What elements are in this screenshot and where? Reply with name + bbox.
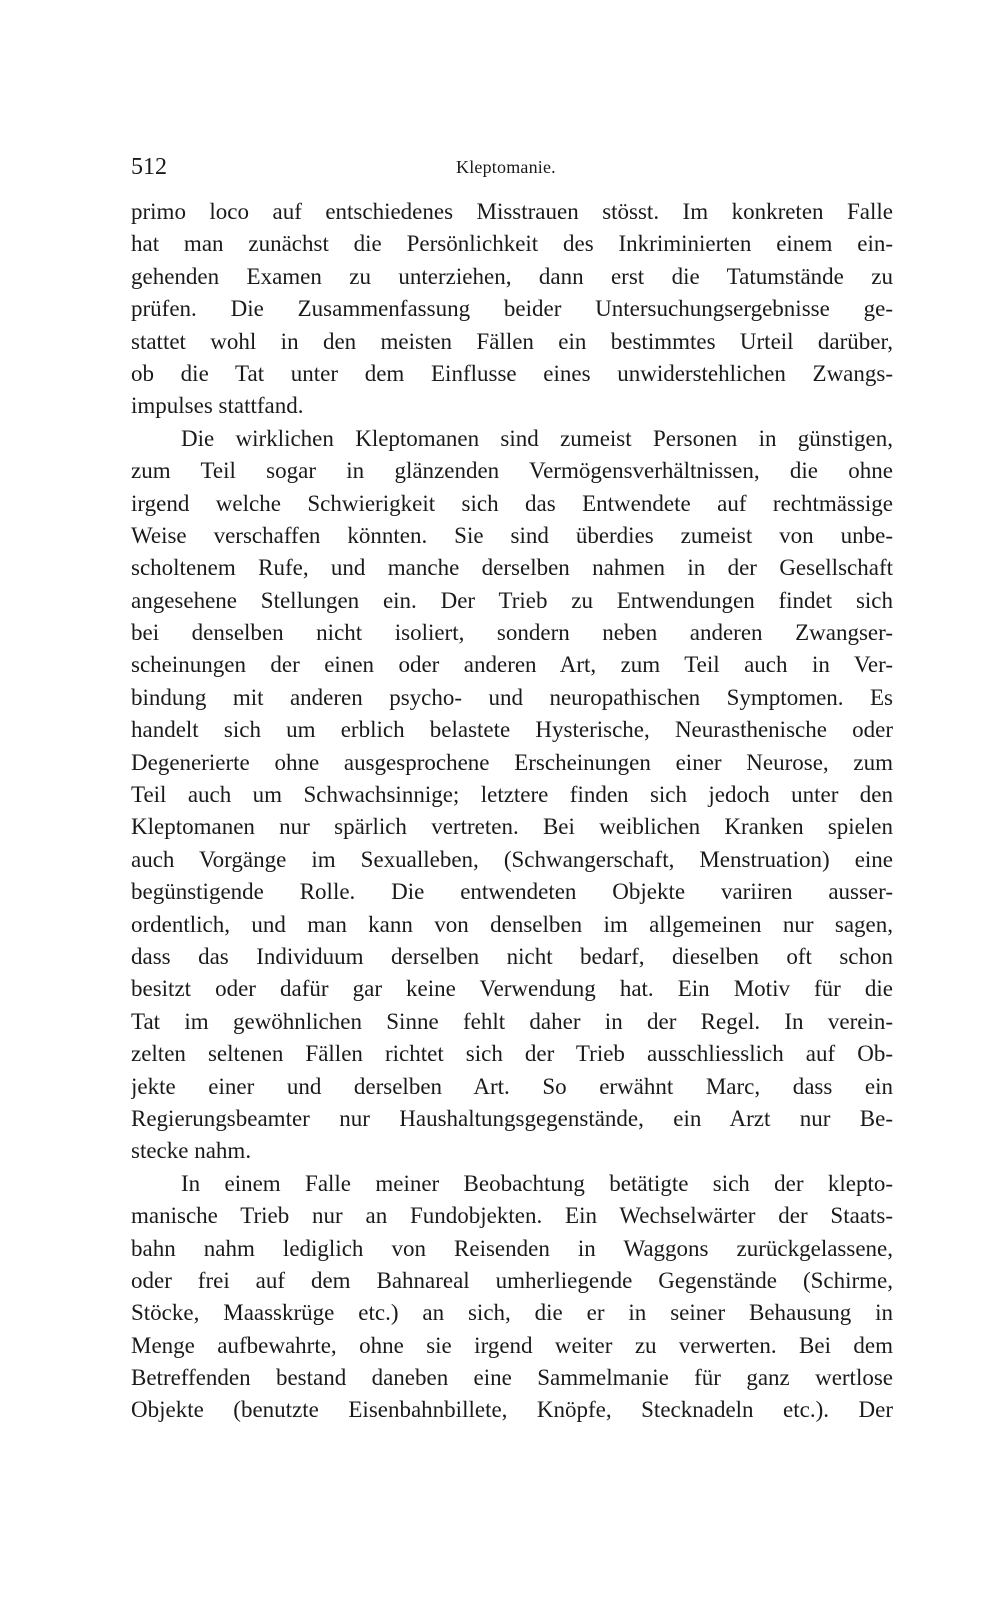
- text-line: Betreffenden bestand daneben eine Sammelmanie für ganz wertlose: [131, 1365, 893, 1391]
- text-line: gehenden Examen zu unterziehen, dann erst die Tatumstände zu: [131, 263, 893, 289]
- running-header: [131, 150, 893, 184]
- text-line: Regierungsbeamter nur Haushaltungsgegenstände, ein Arzt nur Be-: [131, 1105, 893, 1131]
- text-line: impulses stattfand.: [131, 393, 304, 419]
- text-line: ordentlich, und man kann von denselben im allgemeinen nur sagen,: [131, 911, 893, 937]
- text-line: Degenerierte ohne ausgesprochene Erscheinungen einer Neurose, zum: [131, 749, 893, 775]
- text-line: primo loco auf entschiedenes Misstrauen stösst. Im konkreten Falle: [131, 199, 893, 224]
- text-line: besitzt oder dafür gar keine Verwendung hat. Ein Motiv für die: [131, 976, 893, 1002]
- text-line: bahn nahm lediglich von Reisenden in Waggons zurückgelassene,: [131, 1235, 893, 1261]
- text-line: In einem Falle meiner Beobachtung betätigte sich der klepto-: [181, 1170, 893, 1196]
- text-line: irgend welche Schwierigkeit sich das Entwendete auf rechtmässige: [131, 490, 893, 516]
- text-line: Menge aufbewahrte, ohne sie irgend weiter zu verwerten. Bei dem: [131, 1332, 893, 1358]
- text-line: auch Vorgänge im Sexualleben, (Schwangerschaft, Menstruation) eine: [131, 846, 893, 872]
- text-line: handelt sich um erblich belastete Hysterische, Neurasthenische oder: [131, 717, 893, 743]
- text-line: Tat im gewöhnlichen Sinne fehlt daher in der Regel. In verein-: [131, 1008, 893, 1034]
- text-line: Weise verschaffen könnten. Sie sind überdies zumeist von unbe-: [131, 522, 893, 548]
- text-line: zelten seltenen Fällen richtet sich der Trieb ausschliesslich auf Ob-: [131, 1041, 893, 1067]
- text-line: zum Teil sogar in glänzenden Vermögensverhältnissen, die ohne: [131, 458, 893, 484]
- text-line: prüfen. Die Zusammenfassung beider Untersuchungsergebnisse ge-: [131, 296, 893, 322]
- text-line: jekte einer und derselben Art. So erwähnt Marc, dass ein: [131, 1073, 893, 1099]
- text-line: scheinungen der einen oder anderen Art, zum Teil auch in Ver-: [131, 652, 893, 678]
- text-line: bindung mit anderen psycho- und neuropathischen Symptomen. Es: [131, 684, 893, 710]
- text-line: oder frei auf dem Bahnareal umherliegende Gegenstände (Schirme,: [131, 1267, 893, 1293]
- text-line: angesehene Stellungen ein. Der Trieb zu Entwendungen findet sich: [131, 587, 893, 613]
- text-line: ob die Tat unter dem Einflusse eines unwiderstehlichen Zwangs-: [131, 360, 893, 386]
- text-line: Stöcke, Maasskrüge etc.) an sich, die er in seiner Behausung in: [131, 1300, 893, 1326]
- running-title: Kleptomanie.: [456, 157, 556, 177]
- text-line: Die wirklichen Kleptomanen sind zumeist Personen in günstigen,: [181, 425, 893, 451]
- text-line: manische Trieb nur an Fundobjekten. Ein Wechselwärter der Staats-: [131, 1203, 893, 1229]
- text-line: bei denselben nicht isoliert, sondern neben anderen Zwangser-: [131, 620, 893, 646]
- text-line: begünstigende Rolle. Die entwendeten Objekte variiren ausser-: [131, 879, 893, 905]
- text-line: stecke nahm.: [131, 1138, 252, 1164]
- text-line: scholtenem Rufe, und manche derselben nahmen in der Gesellschaft: [131, 555, 893, 581]
- text-line: Teil auch um Schwachsinnige; letztere finden sich jedoch unter den: [131, 782, 893, 808]
- text-line: hat man zunächst die Persönlichkeit des Inkriminierten einem ein-: [131, 231, 893, 257]
- text-line: Objekte (benutzte Eisenbahnbillete, Knöpfe, Stecknadeln etc.). Der: [131, 1397, 893, 1423]
- body-text: [131, 196, 893, 1427]
- text-line: stattet wohl in den meisten Fällen ein bestimmtes Urteil darüber,: [131, 328, 893, 354]
- text-line: Kleptomanen nur spärlich vertreten. Bei weiblichen Kranken spielen: [131, 814, 893, 840]
- page-number: 512: [131, 154, 167, 180]
- text-line: dass das Individuum derselben nicht bedarf, dieselben oft schon: [131, 943, 893, 969]
